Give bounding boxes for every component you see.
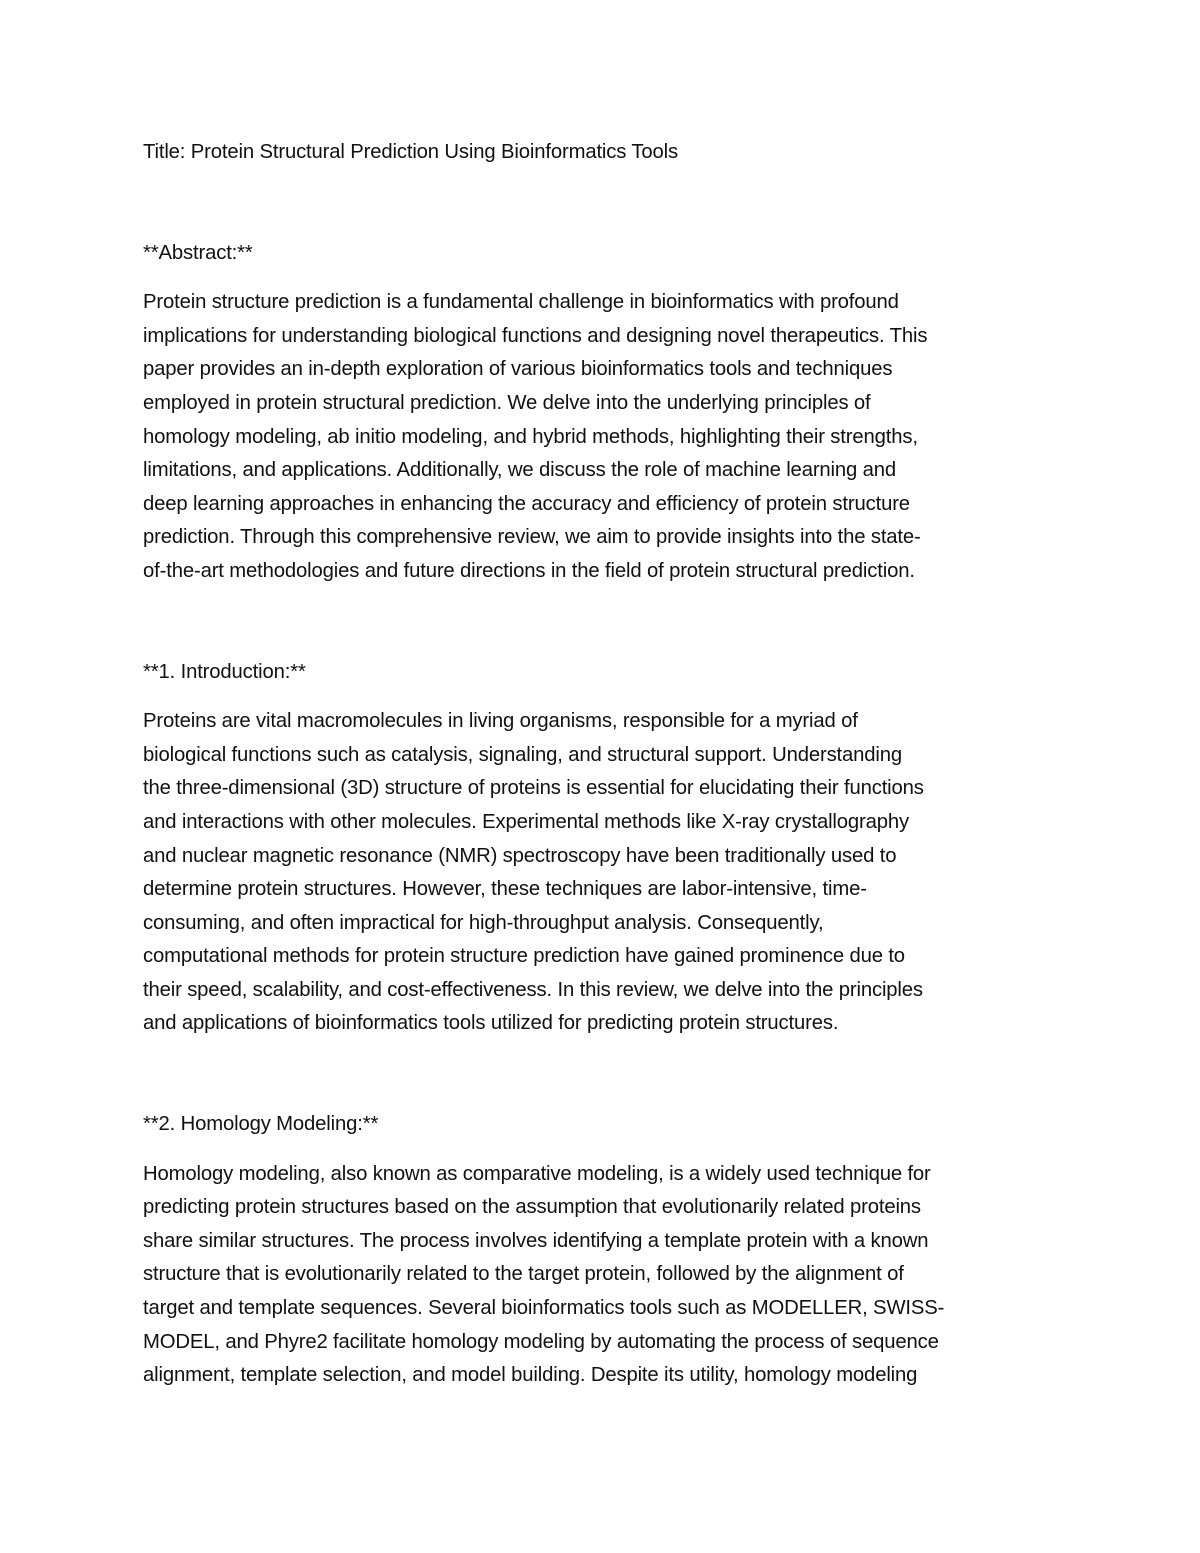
paragraph-line: consuming, and often impractical for high-throughput analysis. Consequently,	[143, 911, 824, 934]
paragraph-line: computational methods for protein structure prediction have gained prominence due to	[143, 945, 905, 968]
homology-modeling-paragraph	[143, 1158, 1058, 1393]
paragraph-line: prediction. Through this comprehensive review, we aim to provide insights into the state-	[143, 526, 921, 549]
paragraph-line: deep learning approaches in enhancing the accuracy and efficiency of protein structure	[143, 492, 910, 515]
paragraph-line: and nuclear magnetic resonance (NMR) spectroscopy have been traditionally used to	[143, 844, 897, 867]
paragraph-line: paper provides an in-depth exploration of various bioinformatics tools and techniques	[143, 358, 893, 381]
paragraph-line: biological functions such as catalysis, signaling, and structural support. Understanding	[143, 743, 903, 766]
paragraph-line: and applications of bioinformatics tools utilized for predicting protein structures.	[143, 1012, 839, 1035]
abstract-heading: **Abstract:**	[143, 241, 253, 264]
paragraph-line: and interactions with other molecules. Experimental methods like X-ray crystallography	[143, 810, 910, 833]
paragraph-line: target and template sequences. Several bioinformatics tools such as MODELLER, SWISS-	[143, 1297, 945, 1320]
paragraph-line: employed in protein structural prediction. We delve into the underlying principles of	[143, 391, 871, 414]
paragraph-line: Proteins are vital macromolecules in living organisms, responsible for a myriad of	[143, 710, 858, 733]
paragraph-line: predicting protein structures based on the assumption that evolutionarily related proteins	[143, 1196, 921, 1219]
introduction-heading: **1. Introduction:**	[143, 660, 306, 683]
paragraph-line: their speed, scalability, and cost-effectiveness. In this review, we delve into the principles	[143, 978, 923, 1001]
paragraph-line: limitations, and applications. Additionally, we discuss the role of machine learning and	[143, 459, 897, 482]
paragraph-line: the three-dimensional (3D) structure of proteins is essential for elucidating their functions	[143, 777, 924, 800]
paragraph-line: MODEL, and Phyre2 facilitate homology modeling by automating the process of sequence	[143, 1330, 939, 1353]
paragraph-line: Homology modeling, also known as comparative modeling, is a widely used technique for	[143, 1162, 931, 1185]
abstract-paragraph	[143, 286, 1058, 588]
paragraph-line: of-the-art methodologies and future directions in the field of protein structural prediction.	[143, 559, 915, 582]
document-page	[143, 136, 1058, 1393]
paragraph-line: homology modeling, ab initio modeling, and hybrid methods, highlighting their strengths,	[143, 425, 918, 448]
paragraph-line: Protein structure prediction is a fundamental challenge in bioinformatics with profound	[143, 291, 899, 314]
paragraph-line: structure that is evolutionarily related to the target protein, followed by the alignment of	[143, 1263, 904, 1286]
paragraph-line: share similar structures. The process involves identifying a template protein with a known	[143, 1229, 929, 1252]
paragraph-line: implications for understanding biological functions and designing novel therapeutics. This	[143, 324, 928, 347]
paragraph-line: determine protein structures. However, these techniques are labor-intensive, time-	[143, 878, 867, 901]
introduction-paragraph	[143, 705, 1058, 1041]
document-title: Title: Protein Structural Prediction Using Bioinformatics Tools	[143, 141, 678, 163]
homology-modeling-heading: **2. Homology Modeling:**	[143, 1113, 379, 1136]
paragraph-line: alignment, template selection, and model building. Despite its utility, homology modeling	[143, 1364, 918, 1387]
